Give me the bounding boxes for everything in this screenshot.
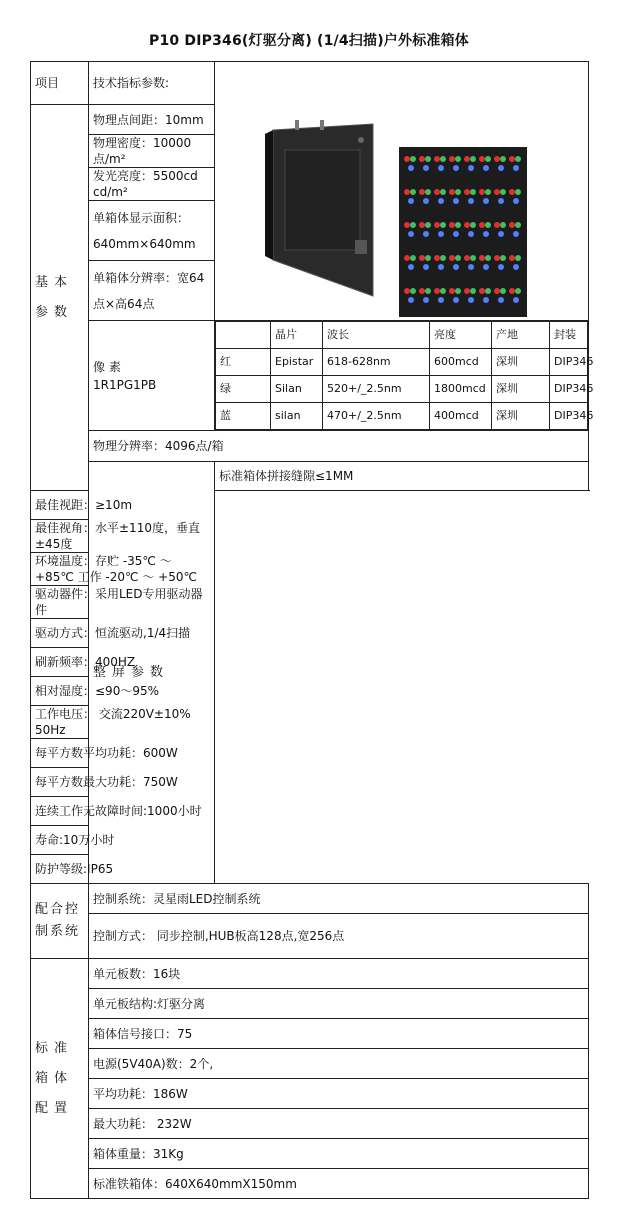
spec-row: 单箱体分辨率：宽64点×高64点 [89, 261, 215, 321]
led-dot [515, 222, 521, 228]
led-dot [500, 222, 506, 228]
led-dot [438, 165, 444, 171]
spec-row: 箱体信号接口：75 [89, 1019, 589, 1049]
led-dot [468, 231, 474, 237]
led-dot [419, 222, 425, 228]
led-dot [498, 231, 504, 237]
led-dot [423, 231, 429, 237]
led-dot [479, 288, 485, 294]
pixel-cell: 深圳 [492, 403, 550, 430]
led-dot [479, 156, 485, 162]
led-dot [423, 264, 429, 270]
led-dot [485, 288, 491, 294]
led-dot [425, 222, 431, 228]
pixel-cell: 470+/_2.5nm [323, 403, 430, 430]
spec-row: 平均功耗：186W [89, 1079, 589, 1109]
pixel-th: 波长 [323, 322, 430, 349]
led-dot [434, 255, 440, 261]
led-dot [515, 189, 521, 195]
led-dot [425, 255, 431, 261]
pixel-th [216, 322, 271, 349]
led-dot [410, 255, 416, 261]
led-dot [419, 156, 425, 162]
pixel-cell: 深圳 [492, 349, 550, 376]
led-dot [494, 156, 500, 162]
spec-row: 驱动方式：恒流驱动,1/4扫描 [31, 619, 215, 648]
led-dot [408, 264, 414, 270]
led-dot [440, 156, 446, 162]
led-dot [455, 222, 461, 228]
led-dot [455, 288, 461, 294]
spec-row: 连续工作无故障时间:1000小时 [31, 797, 215, 826]
led-dot [513, 297, 519, 303]
pixel-table [215, 321, 594, 430]
pixel-cell: DIP346 [550, 376, 588, 403]
led-dot [419, 189, 425, 195]
led-dot [453, 198, 459, 204]
led-dot [513, 165, 519, 171]
led-dot [485, 189, 491, 195]
spec-row: 标准铁箱体：640X640mmX150mm [89, 1169, 589, 1199]
led-dot [464, 255, 470, 261]
section-basic: 基本参数 [31, 105, 89, 491]
led-dot [453, 231, 459, 237]
led-dot [408, 231, 414, 237]
spec-table [30, 61, 594, 1199]
pixel-config: 1R1PG1PB [93, 377, 157, 392]
led-dot [483, 231, 489, 237]
spec-row: 箱体重量：31Kg [89, 1139, 589, 1169]
led-dot [470, 255, 476, 261]
led-dot [449, 255, 455, 261]
led-dot [408, 165, 414, 171]
led-dot [515, 288, 521, 294]
pixel-cell: 红 [216, 349, 271, 376]
led-dot [434, 222, 440, 228]
led-dot [500, 288, 506, 294]
led-dot [404, 156, 410, 162]
led-dot [485, 156, 491, 162]
led-dot [408, 198, 414, 204]
spec-row: 物理密度：10000点/m² [89, 135, 215, 168]
led-dot [449, 288, 455, 294]
spec-row: 最大功耗： 232W [89, 1109, 589, 1139]
led-dot [425, 288, 431, 294]
pixel-th: 晶片 [271, 322, 323, 349]
spec-row: 驱动器件：采用LED专用驱动器件 [31, 586, 215, 619]
led-dot [449, 222, 455, 228]
pixel-label-cell [89, 321, 215, 431]
section-control: 配合控制系统 [31, 884, 89, 959]
spec-row: 物理点间距：10mm [89, 105, 215, 135]
led-dot [410, 288, 416, 294]
header-params: 技术指标参数: [89, 62, 215, 105]
led-dot [410, 222, 416, 228]
led-dot [470, 156, 476, 162]
led-dot [483, 165, 489, 171]
led-dot [464, 189, 470, 195]
header-item: 项目 [31, 62, 89, 105]
led-dot [419, 255, 425, 261]
led-dot [498, 198, 504, 204]
led-dot [470, 222, 476, 228]
pixel-cell: 深圳 [492, 376, 550, 403]
led-dot [494, 255, 500, 261]
spec-row: 单元板数：16块 [89, 959, 589, 989]
led-dot [404, 189, 410, 195]
led-dot [470, 288, 476, 294]
spec-row: 每平方数最大功耗：750W [31, 768, 215, 797]
led-module-photo [399, 147, 527, 317]
led-dot [479, 222, 485, 228]
led-dot [483, 264, 489, 270]
led-dot [434, 156, 440, 162]
led-dot [438, 264, 444, 270]
pixel-cell: 400mcd [430, 403, 492, 430]
led-dot [500, 255, 506, 261]
led-dot [509, 255, 515, 261]
led-dot [440, 288, 446, 294]
led-dot [449, 189, 455, 195]
led-dot [498, 297, 504, 303]
led-dot [425, 156, 431, 162]
led-dot [509, 288, 515, 294]
spec-row: 控制方式： 同步控制,HUB板高128点,宽256点 [89, 914, 589, 959]
led-dot [438, 231, 444, 237]
spec-row: 物理分辨率：4096点/箱 [89, 431, 589, 462]
led-dot [453, 264, 459, 270]
pixel-cell: 绿 [216, 376, 271, 403]
led-dot [434, 288, 440, 294]
led-dot [423, 165, 429, 171]
spec-row: 寿命:10万小时 [31, 826, 215, 855]
led-dot [453, 165, 459, 171]
pixel-th: 产地 [492, 322, 550, 349]
led-dot [500, 189, 506, 195]
product-photos [215, 62, 589, 321]
pixel-cell: silan [271, 403, 323, 430]
spec-row: 最佳视距：≥10m [31, 491, 215, 520]
led-dot [410, 156, 416, 162]
led-dot [513, 198, 519, 204]
led-dot [468, 165, 474, 171]
spec-row: 单元板结构:灯驱分离 [89, 989, 589, 1019]
spec-row: 发光亮度：5500cd cd/m² [89, 168, 215, 201]
led-dot [404, 288, 410, 294]
led-dot [423, 198, 429, 204]
led-dot [485, 222, 491, 228]
led-dot [464, 156, 470, 162]
led-dot [440, 189, 446, 195]
pixel-cell: 蓝 [216, 403, 271, 430]
section-screen: 整屏参数 [89, 462, 215, 884]
pixel-cell: 520+/_2.5nm [323, 376, 430, 403]
pixel-label: 像 素 [93, 359, 121, 374]
led-dot [408, 297, 414, 303]
led-dot [419, 288, 425, 294]
led-dot [455, 156, 461, 162]
led-dot [425, 189, 431, 195]
led-dot [494, 288, 500, 294]
led-dot [498, 264, 504, 270]
led-dot [494, 222, 500, 228]
led-dot [440, 255, 446, 261]
led-dot [404, 255, 410, 261]
led-dot [438, 297, 444, 303]
page-title: P10 DIP346(灯驱分离) (1/4扫描)户外标准箱体 [149, 33, 469, 49]
led-dot [410, 189, 416, 195]
led-dot [423, 297, 429, 303]
pixel-cell: DIP346 [550, 349, 588, 376]
led-dot [515, 255, 521, 261]
spec-row: 相对湿度：≤90～95% [31, 677, 215, 706]
led-dot [468, 297, 474, 303]
led-dot [485, 255, 491, 261]
spec-row: 环境温度：存贮 -35℃ ～ +85℃ 工作 -20℃ ～ +50℃ [31, 553, 215, 586]
pixel-th: 封装 [550, 322, 588, 349]
led-dot [468, 264, 474, 270]
spec-row: 电源(5V40A)数：2个, [89, 1049, 589, 1079]
pixel-cell: DIP346 [550, 403, 588, 430]
led-dot [453, 297, 459, 303]
pixel-cell: Epistar [271, 349, 323, 376]
led-dot [455, 255, 461, 261]
spec-row: 防护等级:IP65 [31, 855, 215, 884]
pixel-cell: 618-628nm [323, 349, 430, 376]
spec-row: 标准箱体拼接缝隙≤1MM [215, 462, 589, 491]
pixel-cell: 600mcd [430, 349, 492, 376]
cabinet-photo [265, 120, 375, 298]
led-dot [500, 156, 506, 162]
led-dot [404, 222, 410, 228]
led-dot [479, 255, 485, 261]
spec-row: 每平方数平均功耗：600W [31, 739, 215, 768]
pixel-cell: 1800mcd [430, 376, 492, 403]
pixel-th: 亮度 [430, 322, 492, 349]
led-dot [483, 297, 489, 303]
led-dot [464, 288, 470, 294]
led-dot [464, 222, 470, 228]
spec-row: 控制系统：灵星雨LED控制系统 [89, 884, 589, 914]
led-dot [440, 222, 446, 228]
spec-row: 最佳视角：水平±110度，垂直±45度 [31, 520, 215, 553]
spec-row: 单箱体显示面积：640mm×640mm [89, 201, 215, 261]
led-dot [455, 189, 461, 195]
led-dot [509, 222, 515, 228]
spec-row: 刷新频率：400HZ [31, 648, 215, 677]
led-dot [509, 189, 515, 195]
led-dot [449, 156, 455, 162]
section-standard: 标准箱体配置 [31, 959, 89, 1199]
led-dot [513, 231, 519, 237]
led-dot [468, 198, 474, 204]
led-dot [479, 189, 485, 195]
led-dot [470, 189, 476, 195]
led-dot [509, 156, 515, 162]
led-dot [515, 156, 521, 162]
led-dot [494, 189, 500, 195]
pixel-cell: Silan [271, 376, 323, 403]
led-dot [513, 264, 519, 270]
led-dot [483, 198, 489, 204]
pixel-table-cell [215, 321, 594, 431]
led-dot [498, 165, 504, 171]
led-dot [434, 189, 440, 195]
led-dot [438, 198, 444, 204]
spec-row: 工作电压： 交流220V±10% 50Hz [31, 706, 215, 739]
